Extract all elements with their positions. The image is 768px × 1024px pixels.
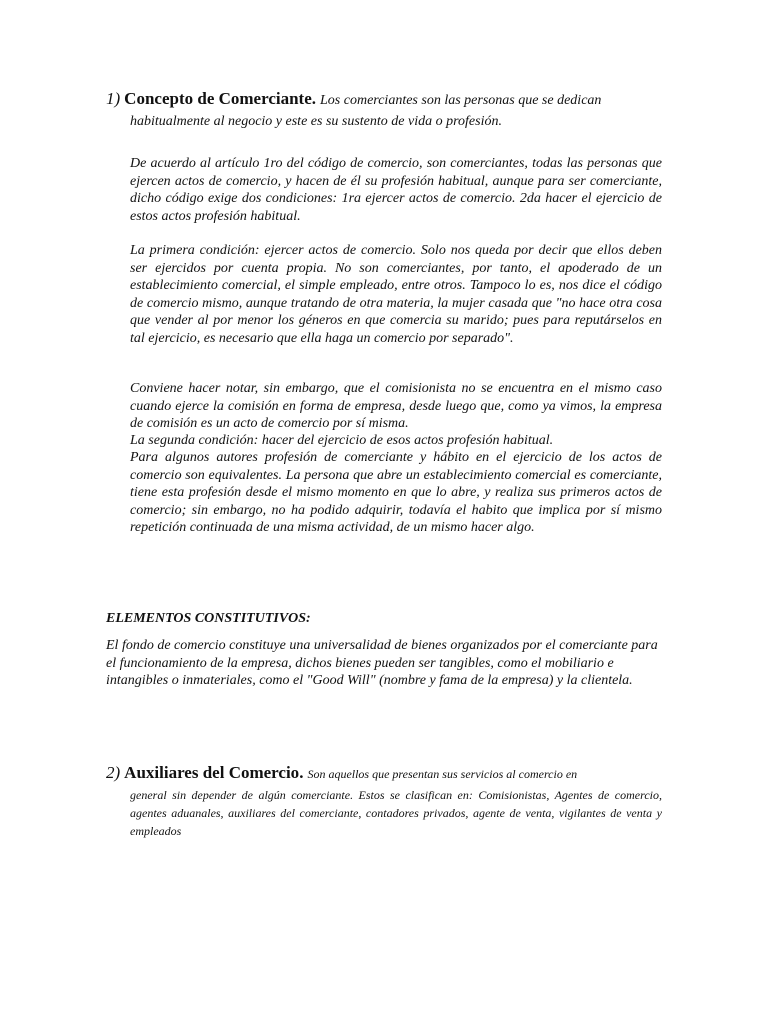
elements-heading: ELEMENTOS CONSTITUTIVOS: <box>106 611 311 626</box>
section-1-number: 1) <box>106 89 121 108</box>
section-1-paragraph-1: De acuerdo al artículo 1ro del código de comercio, son comerciantes, todas las personas que ejercen actos de comercio, y hacen de él su profesión habitual, aunque para ser comerciante, dicho código exige dos condiciones: 1ra ejercer actos de comercio. 2da hacer el ejercicio de estos actos profesión habitual. <box>130 156 662 224</box>
section-2-lead: Son aquellos que presentan sus servicios al comercio en <box>307 767 578 781</box>
section-1-title-punct: . <box>311 89 317 108</box>
section-1-paragraph-5: Para algunos autores profesión de comerciante y hábito en el ejercicio de los actos de comercio son equivalentes. La persona que abre un establecimiento comercial es comerciante, tiene esta profesión desde el mismo momento en que lo abre, y realiza sus primeros actos de comercio; sin embargo, no ha podido adquirir, todavía el habito que implica por sí mismo repetición continuada de una misma actividad, de un mismo hacer algo. <box>130 450 662 535</box>
section-2-number: 2) <box>106 763 121 782</box>
section-1-paragraph-3: Conviene hacer notar, sin embargo, que el comisionista no se encuentra en el mismo caso cuando ejerce la comisión en forma de empresa, desde luego que, como ya vimos, la empresa de comisión es un acto de comercio por sí misma. <box>130 381 662 431</box>
section-2-heading <box>106 763 662 783</box>
section-1-paragraph-4: La segunda condición: hacer del ejercicio de esos actos profesión habitual. <box>130 433 554 448</box>
elements-body: El fondo de comercio constituye una universalidad de bienes organizados por el comerciante para el funcionamiento de la empresa, dichos bienes pueden ser tangibles, como el mobiliario e intangibles o inmateriales, como el "Good Will" (nombre y fama de la empresa) y la clientela. <box>106 638 658 688</box>
section-2-title-punct: . <box>299 763 304 782</box>
section-2-title: Auxiliares del Comercio <box>124 763 300 782</box>
section-2-lead-continued: general sin depender de algún comerciante. Estos se clasifican en: Comisionistas, Agentes de comercio, agentes aduanales, auxiliares del comerciante, contadores privados, agente de venta, vigilantes de venta y empleados <box>130 788 662 838</box>
section-1-title: Concepto de Comerciante <box>124 89 312 108</box>
section-1-lead: Los comerciantes son las personas que se dedican <box>320 93 602 108</box>
section-1-paragraph-2: La primera condición: ejercer actos de comercio. Solo nos queda por decir que ellos deben ser ejercidos por cuenta propia. No son comerciantes, por tanto, el apoderado de un establecimiento comercial, el simple empleado, entre otros. Tampoco lo es, nos dice el código de comercio mismo, aunque tratando de otra materia, la mujer casada que "no hace otra cosa que vender al por menor los géneros en que comercia su marido; pues para reputárselos en tal ejercicio, es necesario que ella haga un comercio por separado". <box>130 243 662 346</box>
section-1-lead-continued: habitualmente al negocio y este es su sustento de vida o profesión. <box>130 114 502 129</box>
section-1-heading <box>106 89 662 109</box>
